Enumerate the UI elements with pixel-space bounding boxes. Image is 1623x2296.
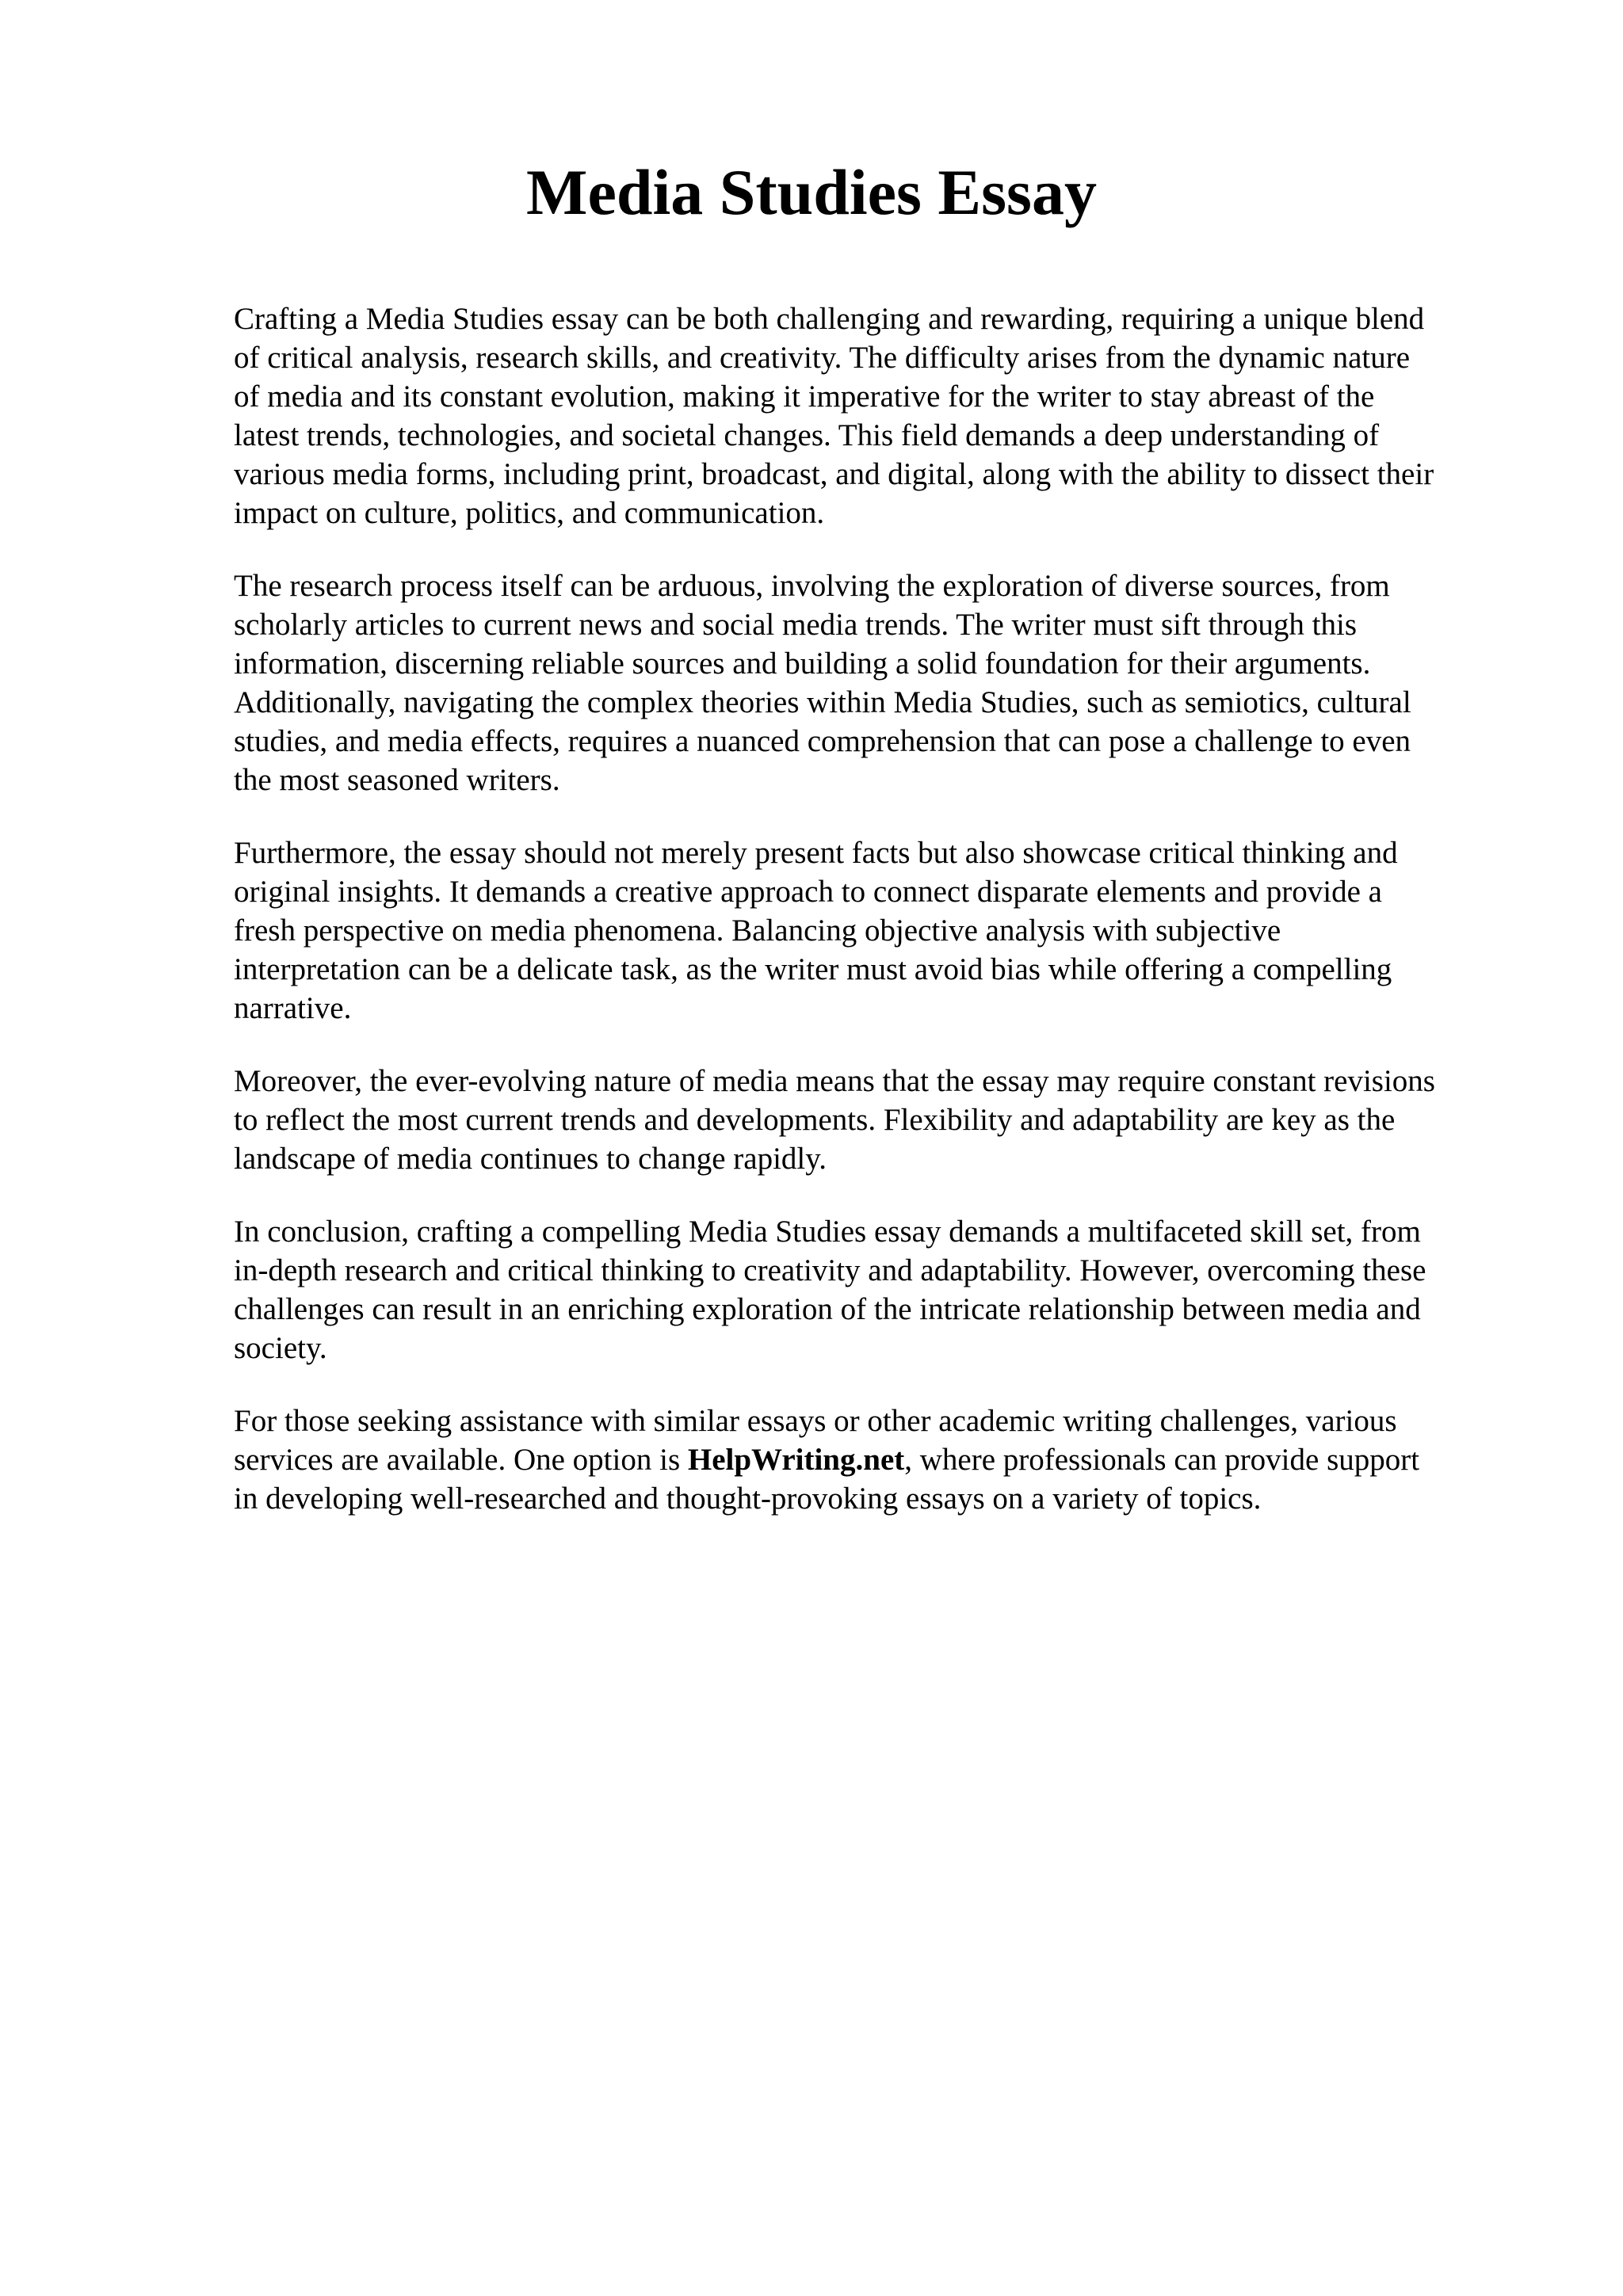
paragraph-critical-thinking — [234, 833, 1533, 1028]
text-line: The research process itself can be arduous, involving the exploration of diverse sources, from — [234, 569, 1390, 603]
text-line: information, discerning reliable sources and building a solid foundation for their arguments. — [234, 646, 1371, 681]
text-line: For those seeking assistance with similar essays or other academic writing challenges, various — [234, 1404, 1397, 1438]
text-line: of media and its constant evolution, making it imperative for the writer to stay abreast of the — [234, 379, 1375, 414]
paragraph-evolving-media — [234, 1062, 1533, 1178]
paragraph-research — [234, 566, 1533, 799]
text-line: Moreover, the ever-evolving nature of media means that the essay may require constant revisions — [234, 1064, 1435, 1098]
document-body — [234, 299, 1533, 1552]
helpwriting-link[interactable]: HelpWriting.net — [687, 1443, 905, 1477]
text-line: interpretation can be a delicate task, as the writer must avoid bias while offering a compelling — [234, 952, 1392, 986]
text-line: In conclusion, crafting a compelling Media Studies essay demands a multifaceted skill set, from — [234, 1215, 1421, 1249]
text-line: challenges can result in an enriching exploration of the intricate relationship between media and — [234, 1292, 1421, 1326]
text-line: various media forms, including print, broadcast, and digital, along with the ability to dissect their — [234, 457, 1434, 491]
text-line: narrative. — [234, 991, 352, 1025]
text-line: impact on culture, politics, and communication. — [234, 496, 825, 530]
text-segment: , where professionals can provide support — [904, 1443, 1420, 1477]
document-title: Media Studies Essay — [526, 156, 1097, 228]
text-line — [234, 1440, 1533, 1479]
text-line: to reflect the most current trends and developments. Flexibility and adaptability are key as the — [234, 1103, 1396, 1137]
text-line: Crafting a Media Studies essay can be both challenging and rewarding, requiring a unique blend — [234, 302, 1425, 336]
text-line: latest trends, technologies, and societal changes. This field demands a deep understanding of — [234, 418, 1380, 452]
text-line: in developing well-researched and thought-provoking essays on a variety of topics. — [234, 1482, 1262, 1516]
text-line: original insights. It demands a creative approach to connect disparate elements and provide a — [234, 875, 1382, 909]
paragraph-intro — [234, 299, 1533, 532]
text-line: Furthermore, the essay should not merely present facts but also showcase critical thinking and — [234, 836, 1398, 870]
text-line: of critical analysis, research skills, and creativity. The difficulty arises from the dynamic nature — [234, 341, 1411, 375]
paragraph-conclusion — [234, 1212, 1533, 1367]
text-line: Additionally, navigating the complex theories within Media Studies, such as semiotics, cultural — [234, 685, 1411, 719]
paragraph-closing — [234, 1402, 1533, 1518]
text-line: fresh perspective on media phenomena. Balancing objective analysis with subjective — [234, 913, 1281, 948]
text-line: studies, and media effects, requires a nuanced comprehension that can pose a challenge to even — [234, 724, 1411, 758]
text-segment: services are available. One option is — [234, 1443, 688, 1477]
text-line: landscape of media continues to change rapidly. — [234, 1142, 827, 1176]
text-line: the most seasoned writers. — [234, 763, 560, 797]
text-line: in-depth research and critical thinking to creativity and adaptability. However, overcoming these — [234, 1253, 1426, 1287]
text-line: society. — [234, 1331, 327, 1365]
text-line: scholarly articles to current news and social media trends. The writer must sift through this — [234, 608, 1358, 642]
